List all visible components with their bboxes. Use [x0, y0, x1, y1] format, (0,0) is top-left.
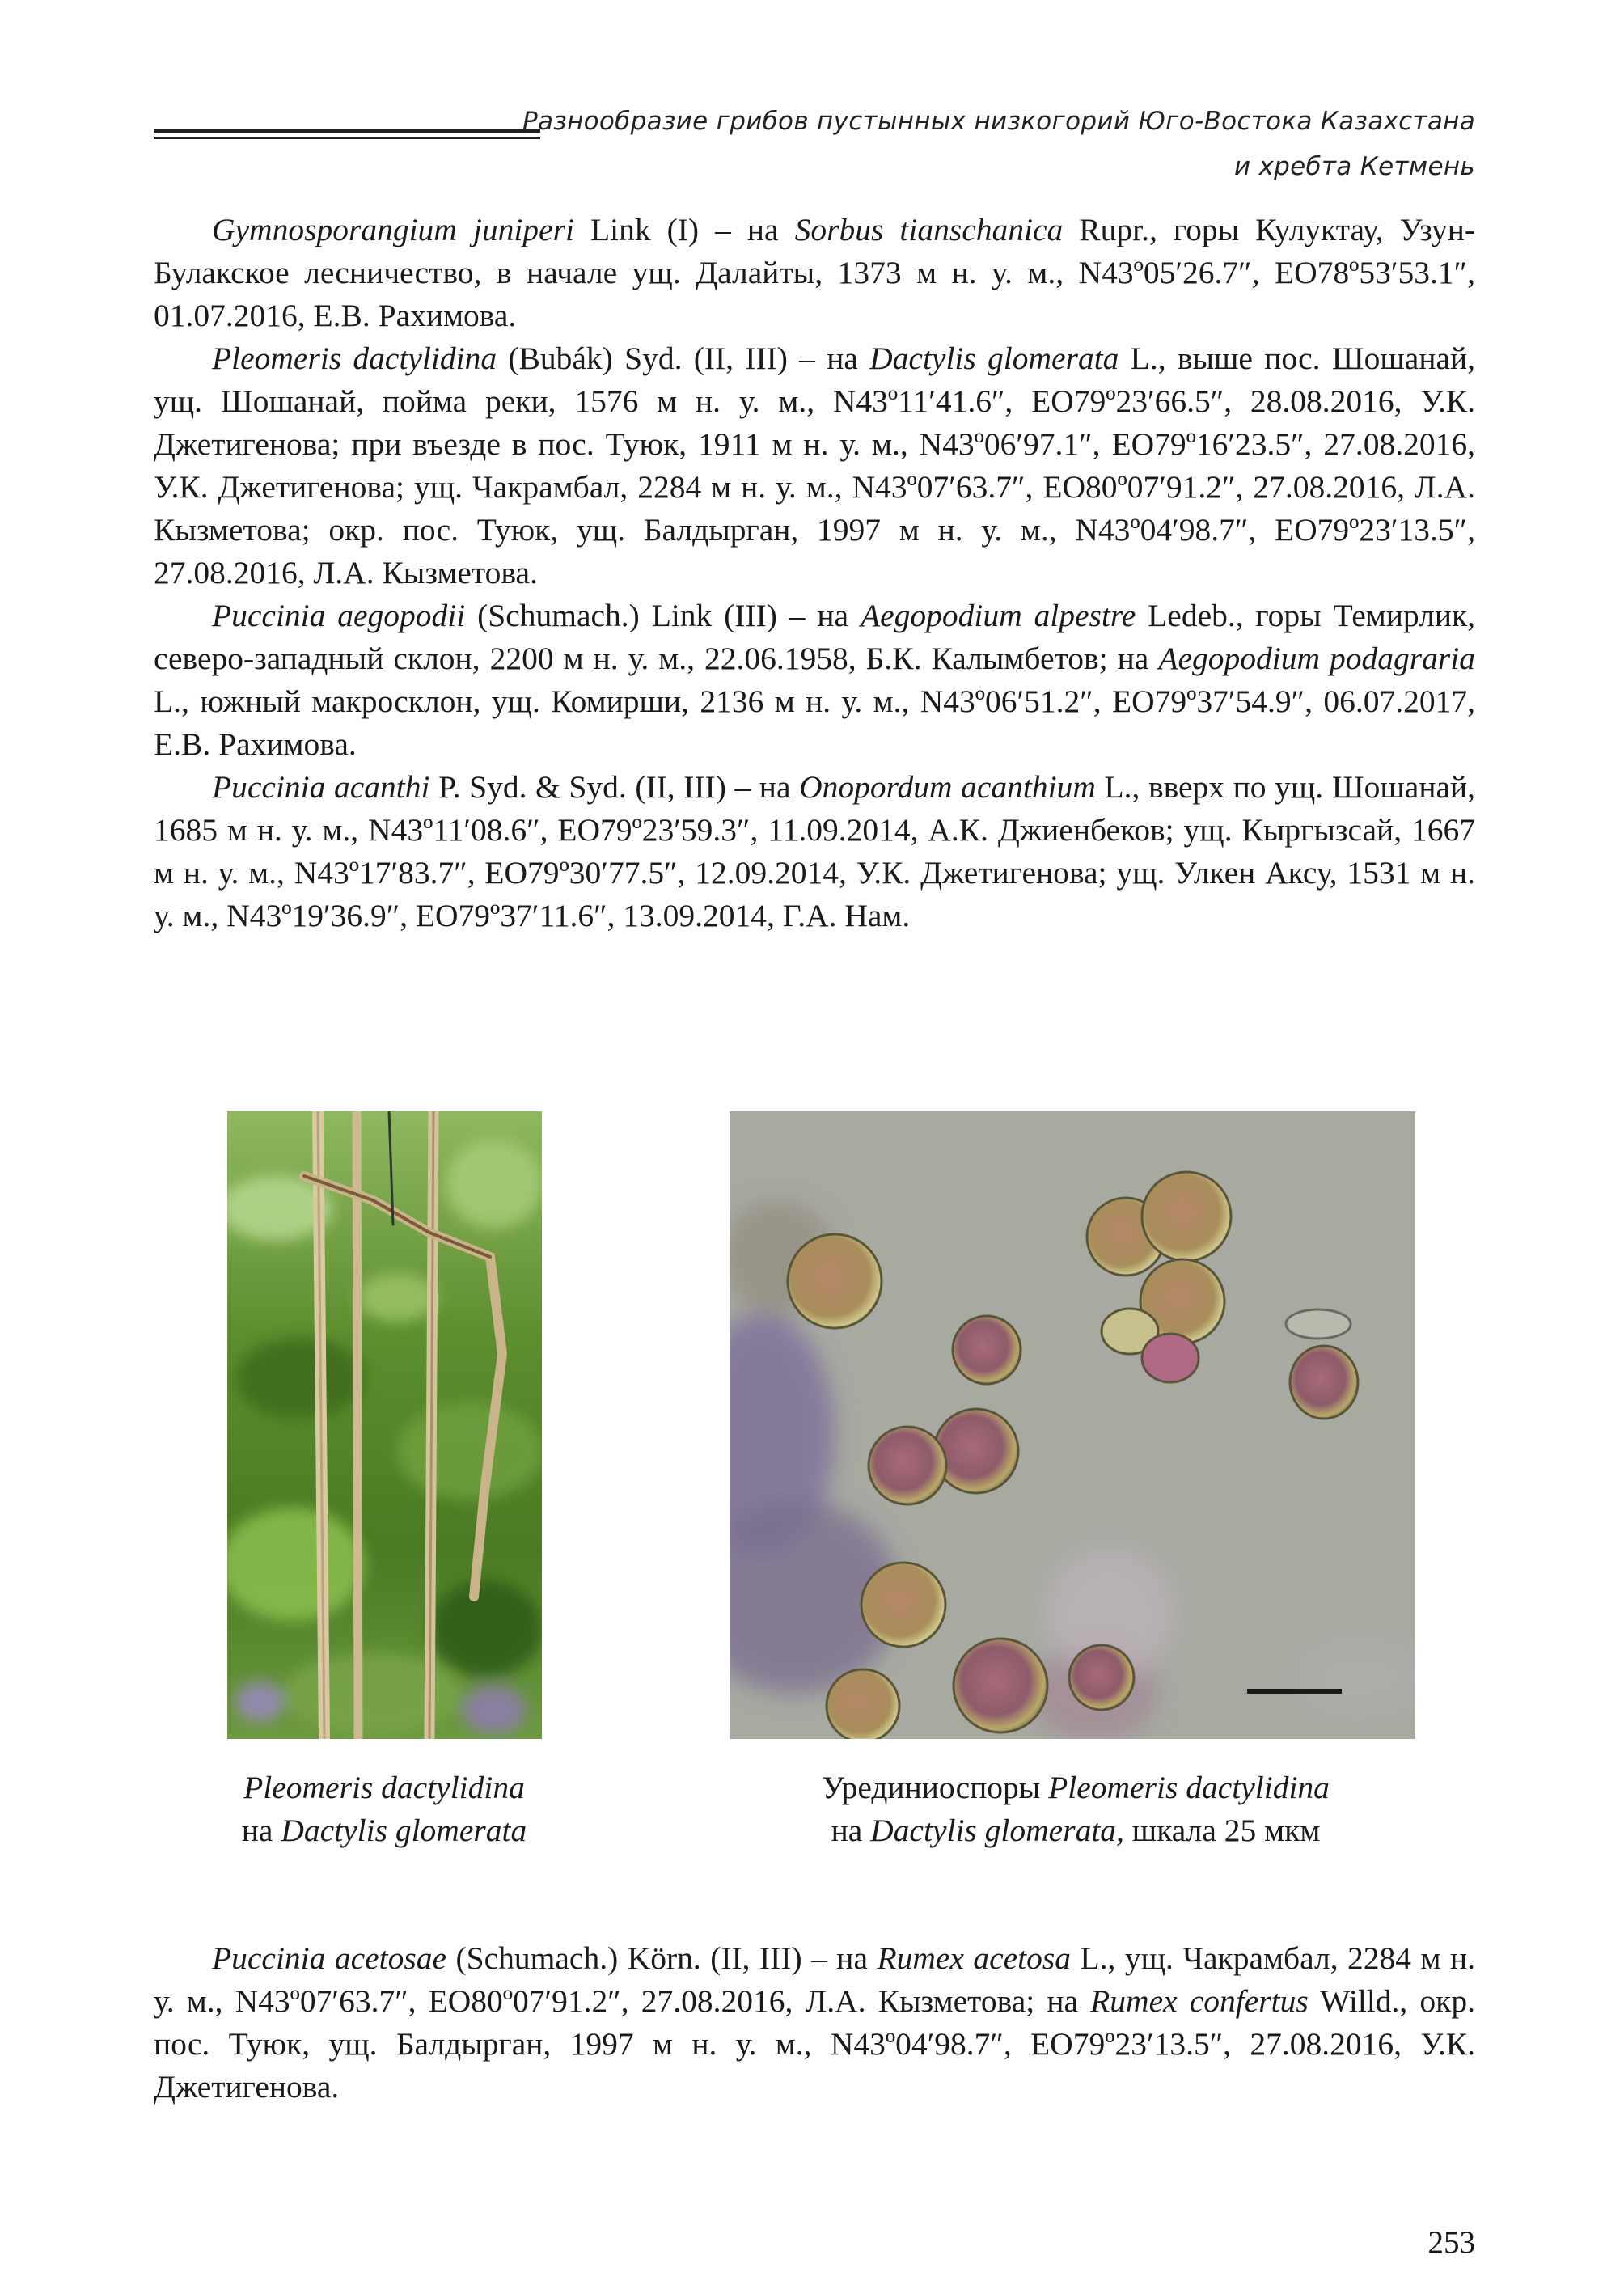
- authority: (Schumach.) Körn. (II, III) – на: [446, 1940, 878, 1976]
- caption-species: Pleomeris dactylidina: [243, 1770, 525, 1805]
- authority: (Schumach.) Link (III) – на: [465, 598, 861, 633]
- host-name-2: Aegopodium podagraria: [1158, 641, 1475, 676]
- host-name: Aegopodium alpestre: [860, 598, 1136, 633]
- entry-gymnosporangium: [154, 209, 1475, 337]
- page-number: 253: [1427, 2225, 1475, 2260]
- locality-text: Ledeb., горы Темирлик, северо-западный склон, 2200 м н. у. м., 22.06.1958, Б.К. Калымбетов; на: [154, 598, 1476, 676]
- caption-prefix: на: [241, 1813, 281, 1848]
- species-name: Puccinia aegopodii: [212, 598, 466, 633]
- micrograph-urediniospores: [730, 1111, 1415, 1739]
- caption-left-line2: [162, 1809, 607, 1852]
- photo-dactylis-plant: [227, 1111, 542, 1739]
- host-name: Onopordum acanthium: [799, 769, 1096, 805]
- caption-prefix: Урединиоспоры: [822, 1770, 1049, 1805]
- caption-right: [712, 1766, 1440, 1852]
- caption-prefix-2: на: [831, 1813, 871, 1848]
- host-name-2: Rumex confertus: [1090, 1983, 1309, 2019]
- species-name: Pleomeris dactylidina: [212, 341, 497, 376]
- locality-text: L., вверх по ущ. Шошанай, 1685 м н. у. м., N43º11′08.6″, EO79º23′59.3″, 11.09.2014, А.К. Джиенбеков; ущ. Кыргызсай, 1667 м н. у. м., N43º17′83.7″, EO79º30′77.5″, 12.09.2014, У.К. Джетигенова; ущ. Улкен Аксу, 1531 м н. у. м., N43º19′36.9″, EO79º37′11.6″, 13.09.2014, Г.А. Нам.: [154, 769, 1476, 933]
- caption-left-line1: [162, 1766, 607, 1809]
- species-name: Puccinia acanthi: [212, 769, 430, 805]
- running-head-line1: Разнообразие грибов пустынных низкогорий Юго-Востока Казахстана: [522, 107, 1475, 136]
- entry-pleomeris: [154, 337, 1475, 594]
- locality-text: L., выше пос. Шошанай, ущ. Шошанай, пойма реки, 1576 м н. у. м., N43º11′41.6″, EO79º23′66.5″, 28.08.2016, У.К. Джетигенова; при въезде в пос. Туюк, 1911 м н. у. м., N43º06′97.1″, EO79º16′23.5″, 27.08.2016, У.К. Джетигенова; ущ. Чакрамбал, 2284 м н. у. м., N43º07′63.7″, EO80º07′91.2″, 27.08.2016, Л.А. Кызметова; окр. пос. Туюк, ущ. Балдырган, 1997 м н. у. м., N43º04′98.7″, EO79º23′13.5″, 27.08.2016, Л.А. Кызметова.: [154, 341, 1475, 590]
- host-name: Dactylis glomerata: [869, 341, 1119, 376]
- header-rule-thick: [154, 129, 540, 133]
- entry-puccinia-aegopodii: [154, 594, 1475, 766]
- locality-text: L., ущ. Чакрамбал, 2284 м н. у. м., N43º07′63.7″, EO80º07′91.2″, 27.08.2016, Л.А. Кызметова; на: [154, 1940, 1475, 2019]
- running-head-line2: и хребта Кетмень: [1233, 152, 1475, 181]
- species-name: Gymnosporangium juniperi: [212, 212, 574, 247]
- caption-left: [162, 1766, 607, 1852]
- authority: (Bubák) Syd. (II, III) – на: [497, 341, 870, 376]
- locality-text-2: Willd., окр. пос. Туюк, ущ. Балдырган, 1997 м н. у. м., N43º04′98.7″, EO79º23′13.5″, 27.08.2016, У.К. Джетигенова.: [154, 1983, 1475, 2105]
- species-name: Puccinia acetosae: [212, 1940, 447, 1976]
- authority: P. Syd. & Syd. (II, III) – на: [429, 769, 800, 805]
- body-text-bottom: [154, 1937, 1475, 2109]
- caption-right-line1: [712, 1766, 1440, 1809]
- entry-puccinia-acanthi: [154, 766, 1475, 937]
- locality-text-2: L., южный макросклон, ущ. Комирши, 2136 м н. у. м., N43º06′51.2″, EO79º37′54.9″, 06.07.2017, Е.В. Рахимова.: [154, 683, 1475, 762]
- host-name: Rumex acetosa: [877, 1940, 1072, 1976]
- caption-species: Pleomeris dactylidina: [1048, 1770, 1330, 1805]
- micrograph-svg: [730, 1111, 1415, 1739]
- caption-host: Dactylis glomerata,: [870, 1813, 1124, 1848]
- body-text-top: [154, 209, 1475, 937]
- host-name: Sorbus tianschanica: [794, 212, 1064, 247]
- caption-host: Dactylis glomerata: [281, 1813, 527, 1848]
- caption-right-line2: [712, 1809, 1440, 1852]
- entry-puccinia-acetosae: [154, 1937, 1475, 2109]
- plant-photo-svg: [227, 1111, 542, 1739]
- locality-text: Rupr., горы Кулуктау, Узун-Булакское лесничество, в начале ущ. Далайты, 1373 м н. у. м., N43º05′26.7″, EO78º53′53.1″, 01.07.2016, Е.В. Рахимова.: [154, 212, 1475, 333]
- caption-scale: шкала 25 мкм: [1123, 1813, 1321, 1848]
- header-rule-thin: [154, 137, 540, 139]
- authority: Link (I) – на: [573, 212, 795, 247]
